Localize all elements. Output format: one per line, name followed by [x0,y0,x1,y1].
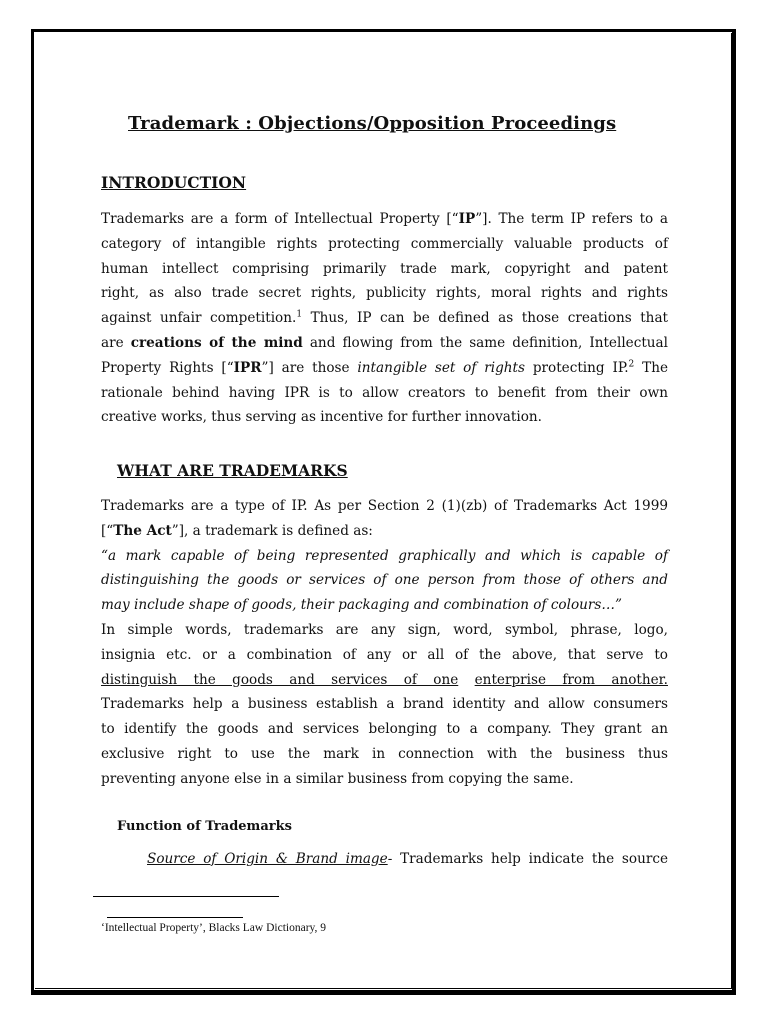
text-line: right, as also trade secret rights, publicity rights, moral rights and rights [101,285,668,302]
introduction-paragraph [101,207,668,430]
function-item-text: - Trademarks help indicate the source [387,851,668,867]
text-line: creative works, thus serving as incentive for further innovation. [101,409,542,426]
explanation-paragraph [101,618,668,792]
footnote-ref[interactable]: 1 [296,309,303,320]
function-heading: Function of Trademarks [117,819,292,834]
text-line: exclusive right to use the mark in connection with the business thus [101,745,668,762]
text-line: Property Rights [“IPR”] are those intangible set of rights protecting IP.$^2$ The [101,359,668,376]
footnote-rule [107,917,243,918]
text-line: [“The Act”], a trademark is defined as: [101,522,373,539]
document-title: Trademark : Objections/Opposition Proceedings [128,113,617,134]
text-line: to identify the goods and services belonging to a company. They grant an [101,721,668,738]
text-line: insignia etc. or a combination of any or all of the above, that serve to [101,646,668,663]
text-line: rationale behind having IPR is to allow creators to benefit from their own [101,384,668,401]
definition-paragraph [101,494,668,618]
what-are-trademarks-heading: WHAT ARE TRADEMARKS [117,461,348,480]
footnote-separator [93,896,279,897]
text-line: In simple words, trademarks are any sign, word, symbol, phrase, logo, [101,622,668,638]
quote-line: may include shape of goods, their packaging and combination of colours…” [101,597,622,614]
text-line: human intellect comprising primarily trade mark, copyright and patent [101,260,668,277]
text-line: preventing anyone else in a similar business from copying the same. [101,770,574,787]
introduction-heading: INTRODUCTION [101,173,247,192]
text-line: Trademarks help a business establish a brand identity and allow consumers [101,696,668,713]
text-line: Trademarks are a type of IP. As per Section 2 (1)(zb) of Trademarks Act 1999 [101,498,668,514]
function-item [147,851,668,867]
footnote-ref[interactable]: 2 [628,359,635,370]
text-line: Trademarks are a form of Intellectual Property [“IP”]. The term IP refers to a [101,211,668,227]
text-line: are creations of the mind and flowing from the same definition, Intellectual [101,334,668,351]
text-line: against unfair competition.$^1$ Thus, IP can be defined as those creations that [101,309,669,327]
text-line: category of intangible rights protecting commercially valuable products of [101,235,668,252]
function-item-title: Source of Origin & Brand image [147,851,388,867]
text-line: distinguish the goods and services of one enterprise from another. [101,671,668,688]
quote-line: “a mark capable of being represented graphically and which is capable of [101,547,668,564]
quote-line: distinguishing the goods or services of one person from those of others and [101,572,668,589]
footnote-text: ‘Intellectual Property’, Blacks Law Dictionary, 9 [101,922,327,934]
